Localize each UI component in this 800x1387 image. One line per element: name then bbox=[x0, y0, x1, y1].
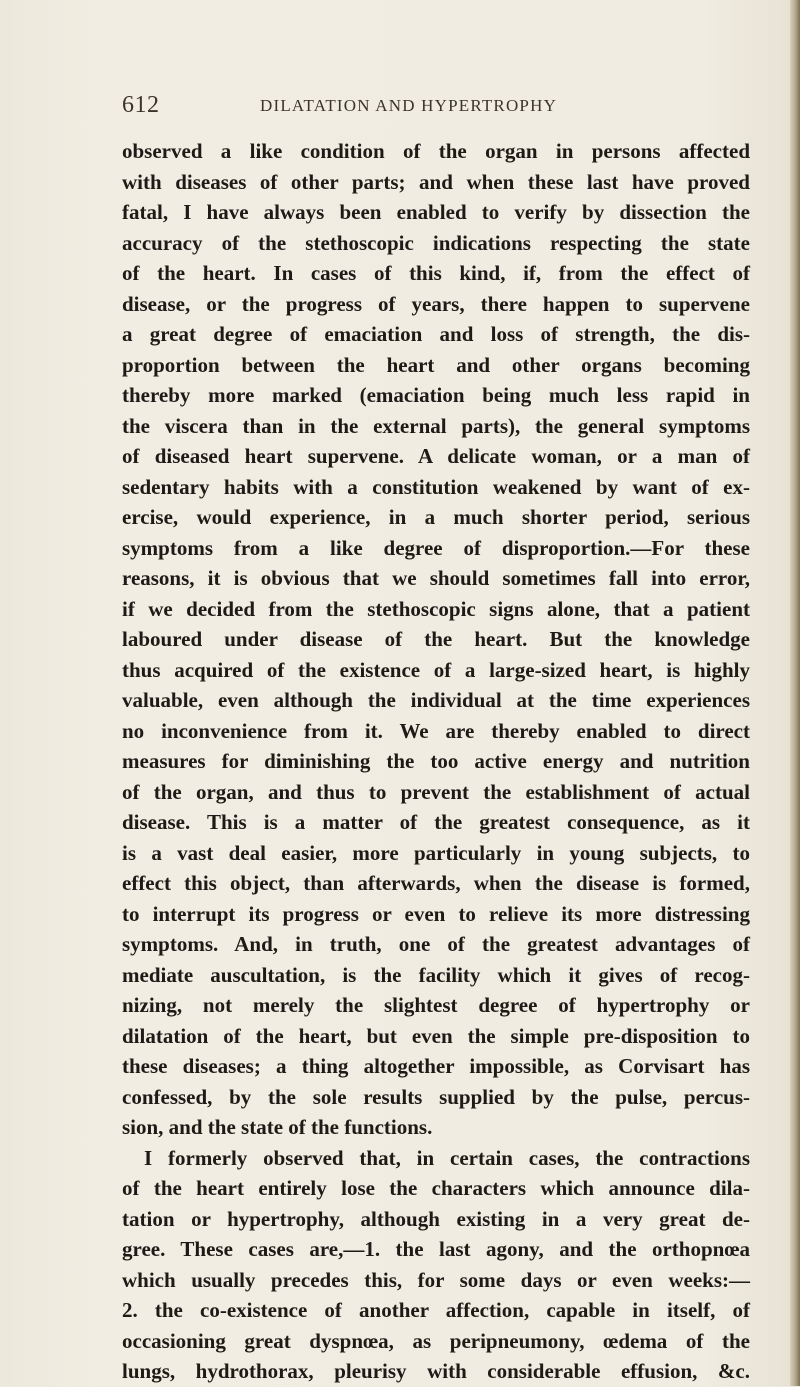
text-line: symptoms. And, in truth, one of the greatest advantages of bbox=[122, 932, 750, 956]
text-line: 2. the co-existence of another affection, capable in itself, of bbox=[122, 1298, 750, 1322]
text-line: valuable, even although the individual at the time experiences bbox=[122, 688, 750, 712]
text-line: thereby more marked (emaciation being much less rapid in bbox=[122, 383, 750, 407]
text-line: nizing, not merely the slightest degree of hypertrophy or bbox=[122, 993, 750, 1017]
text-line: I formerly observed that, in certain cases, the contractions bbox=[144, 1145, 750, 1170]
text-line: no inconvenience from it. We are thereby enabled to direct bbox=[122, 718, 750, 743]
text-line: occasioning great dyspnœa, as peripneumony, œdema of the bbox=[122, 1328, 750, 1353]
text-line: proportion between the heart and other organs becoming bbox=[122, 352, 750, 377]
text-line: sedentary habits with a constitution weakened by want of ex- bbox=[122, 474, 750, 499]
text-line: symptoms from a like degree of disproportion.—For these bbox=[122, 535, 750, 560]
text-line: effect this object, than afterwards, when the disease is formed, bbox=[122, 871, 750, 895]
text-line: of diseased heart supervene. A delicate woman, or a man of bbox=[122, 444, 750, 468]
text-line: measures for diminishing the too active energy and nutrition bbox=[122, 749, 750, 773]
text-line: observed a like condition of the organ in persons affected bbox=[122, 139, 750, 163]
text-line: thus acquired of the existence of a large-sized heart, is highly bbox=[122, 657, 750, 682]
text-line: if we decided from the stethoscopic signs alone, that a patient bbox=[122, 596, 750, 621]
text-line: disease. This is a matter of the greatest consequence, as it bbox=[122, 810, 750, 834]
text-line: a great degree of emaciation and loss of strength, the dis- bbox=[122, 322, 750, 346]
text-line: the viscera than in the external parts), the general symptoms bbox=[122, 413, 750, 438]
text-line: which usually precedes this, for some days or even weeks:— bbox=[122, 1267, 750, 1292]
text-line: mediate auscultation, is the facility which it gives of recog- bbox=[122, 962, 750, 987]
text-line: ercise, would experience, in a much shorter period, serious bbox=[122, 505, 750, 529]
text-line: of the organ, and thus to prevent the establishment of actual bbox=[122, 779, 750, 804]
text-line: reasons, it is obvious that we should sometimes fall into error, bbox=[122, 566, 750, 590]
text-line: gree. These cases are,—1. the last agony, and the orthopnœa bbox=[122, 1237, 750, 1261]
page-number: 612 bbox=[122, 92, 160, 118]
text-line: confessed, by the sole results supplied by the pulse, percus- bbox=[122, 1084, 750, 1109]
text-line: with diseases of other parts; and when these last have proved bbox=[122, 169, 750, 194]
text-line: sion, and the state of the functions. bbox=[122, 1115, 433, 1139]
text-line: is a vast deal easier, more particularly in young subjects, to bbox=[122, 840, 750, 865]
text-line: disease, or the progress of years, there happen to supervene bbox=[122, 291, 750, 316]
text-line: of the heart entirely lose the characters which announce dila- bbox=[122, 1176, 750, 1200]
text-line: tation or hypertrophy, although existing in a very great de- bbox=[122, 1206, 750, 1231]
text-line: fatal, I have always been enabled to verify by dissection the bbox=[122, 200, 750, 224]
text-line: to interrupt its progress or even to relieve its more distressing bbox=[122, 901, 750, 926]
running-head bbox=[122, 92, 682, 120]
page-binding-edge bbox=[790, 0, 800, 1386]
text-line: laboured under disease of the heart. But the knowledge bbox=[122, 627, 750, 651]
running-title: DILATATION AND HYPERTROPHY bbox=[260, 96, 558, 115]
text-line: dilatation of the heart, but even the simple pre-disposition to bbox=[122, 1023, 750, 1048]
text-line: of the heart. In cases of this kind, if, from the effect of bbox=[122, 261, 750, 285]
text-line: accuracy of the stethoscopic indications respecting the state bbox=[122, 230, 750, 255]
text-line: these diseases; a thing altogether impossible, as Corvisart has bbox=[122, 1054, 750, 1078]
text-line: lungs, hydrothorax, pleurisy with considerable effusion, &c. bbox=[122, 1359, 750, 1383]
body-text bbox=[122, 136, 750, 1387]
